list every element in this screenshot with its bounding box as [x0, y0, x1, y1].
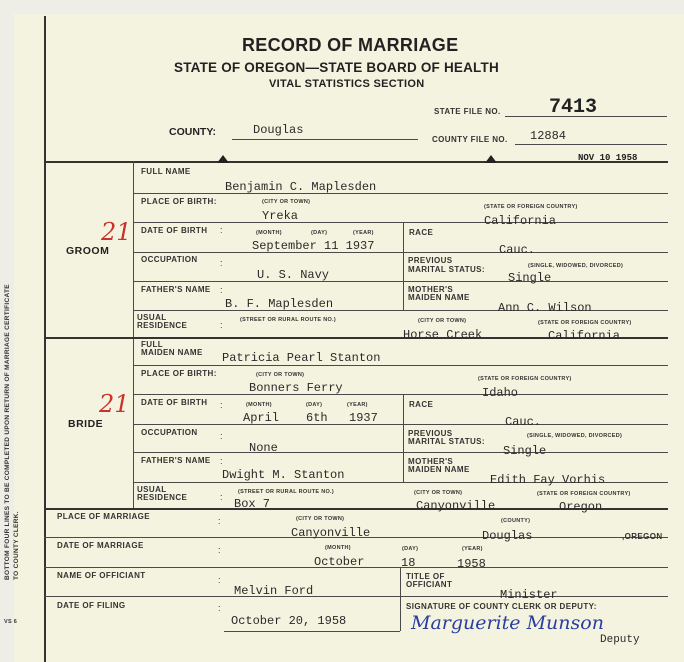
groom-birth-city: Yreka: [262, 209, 299, 223]
bride-maiden-label: MAIDEN NAME: [141, 348, 203, 357]
groom-dob-label: DATE OF BIRTH: [141, 226, 208, 235]
bride-previous-label: PREVIOUS: [408, 429, 453, 438]
bride-street-hint: (STREET OR RURAL ROUTE NO.): [238, 489, 334, 495]
colon: :: [220, 225, 223, 235]
rule: [133, 193, 668, 194]
bride-res-state-hint: (STATE OR FOREIGN COUNTRY): [537, 491, 631, 497]
form-subtitle: STATE OF OREGON—STATE BOARD OF HEALTH: [174, 60, 499, 75]
groom-year-hint: (YEAR): [353, 230, 374, 236]
groom-res-city: Horse Creek: [403, 328, 483, 342]
county-value: Douglas: [253, 123, 304, 137]
rule: [133, 222, 668, 223]
bride-father-label: FATHER'S NAME: [141, 456, 211, 465]
bride-city-hint: (CITY OR TOWN): [256, 372, 305, 378]
rule: [133, 281, 668, 282]
bride-occupation: None: [249, 441, 278, 455]
bride-res-state: Oregon: [559, 500, 603, 514]
form-title: RECORD OF MARRIAGE: [242, 35, 459, 55]
header-marker-right: [485, 155, 497, 163]
signature-label: SIGNATURE OF COUNTY CLERK OR DEPUTY:: [406, 602, 597, 611]
groom-marital-hint: (SINGLE, WIDOWED, DIVORCED): [528, 263, 624, 269]
groom-section-label: GROOM: [66, 245, 110, 257]
officiant-title-label-1: TITLE OF: [406, 572, 445, 581]
colon: :: [220, 320, 223, 330]
bride-day-hint: (DAY): [306, 402, 323, 408]
bride-race-label: RACE: [409, 400, 434, 409]
groom-street-hint: (STREET OR RURAL ROUTE NO.): [240, 317, 336, 323]
groom-res-state: California: [548, 329, 621, 343]
bride-father: Dwight M. Stanton: [222, 468, 345, 482]
groom-marital-label: MARITAL STATUS:: [408, 265, 485, 274]
groom-father-label: FATHER'S NAME: [141, 285, 211, 294]
bride-res-street: Box 7: [234, 497, 271, 511]
groom-race-label: RACE: [409, 228, 434, 237]
groom-res-city-hint: (CITY OR TOWN): [418, 318, 467, 324]
groom-day-hint: (DAY): [311, 230, 328, 236]
margin-note-line1: BOTTOM FOUR LINES TO BE COMPLETED UPON RETURN OF MARRIAGE CERTIFICATE: [4, 284, 11, 580]
margin-note-line2: TO COUNTY CLERK.: [13, 511, 20, 580]
bride-month-hint: (MONTH): [246, 402, 272, 408]
marriage-year: 1958: [457, 557, 486, 571]
place-of-marriage-label: PLACE OF MARRIAGE: [57, 512, 151, 521]
groom-full-name: Benjamin C. Maplesden: [225, 180, 377, 194]
groom-state-hint: (STATE OR FOREIGN COUNTRY): [484, 204, 578, 210]
marriage-state-suffix: ,OREGON: [622, 532, 663, 541]
header-marker-left: [217, 155, 229, 163]
rule: [232, 139, 418, 140]
colon: :: [220, 492, 223, 502]
marriage-month: October: [314, 555, 365, 569]
bride-section-label: BRIDE: [68, 418, 104, 430]
bride-race: Cauc.: [505, 415, 542, 429]
bride-marital-hint: (SINGLE, WIDOWED, DIVORCED): [527, 433, 623, 439]
rule: [224, 631, 400, 632]
marriage-city-hint: (CITY OR TOWN): [296, 516, 345, 522]
bride-age-mark: 21: [99, 390, 130, 418]
bride-res-city: Canyonville: [416, 499, 496, 513]
officiant-label: NAME OF OFFICIANT: [57, 571, 146, 580]
colon: :: [218, 575, 221, 585]
groom-res-state-hint: (STATE OR FOREIGN COUNTRY): [538, 320, 632, 326]
groom-mother-label-2: MAIDEN NAME: [408, 293, 470, 302]
county-file-label: COUNTY FILE NO.: [432, 135, 508, 144]
groom-age-mark: 21: [101, 218, 132, 246]
bride-dob-year: 1937: [349, 411, 378, 425]
form-code: VS 6: [4, 619, 18, 625]
bride-dob-day: 6th: [306, 411, 328, 425]
bride-birthplace-label: PLACE OF BIRTH:: [141, 369, 217, 378]
colon: :: [218, 516, 221, 526]
rule: [133, 252, 668, 253]
bride-occupation-label: OCCUPATION: [141, 428, 198, 437]
groom-mother: Ann C. Wilson: [498, 301, 592, 315]
marriage-county-hint: (COUNTY): [501, 518, 531, 524]
bride-birth-city: Bonners Ferry: [249, 381, 343, 395]
rule: [515, 144, 667, 145]
marriage-day-hint: (DAY): [402, 546, 419, 552]
groom-mother-label-1: MOTHER'S: [408, 285, 454, 294]
bride-state-hint: (STATE OR FOREIGN COUNTRY): [478, 376, 572, 382]
rule: [505, 116, 667, 117]
marriage-year-hint: (YEAR): [462, 546, 483, 552]
colon: :: [220, 285, 223, 295]
colon: :: [220, 400, 223, 410]
bride-marital-label: MARITAL STATUS:: [408, 437, 485, 446]
groom-marital-status: Single: [508, 271, 552, 285]
groom-father: B. F. Maplesden: [225, 297, 334, 311]
bride-dob-month: April: [243, 411, 280, 425]
bride-year-hint: (YEAR): [347, 402, 368, 408]
signer-role: Deputy: [600, 634, 640, 646]
rule: [44, 596, 668, 597]
groom-dob: September 11 1937: [252, 239, 375, 253]
margin-note: [4, 284, 20, 580]
section-label-divider: [133, 161, 134, 508]
groom-residence-label: RESIDENCE: [137, 321, 188, 330]
left-border: [44, 16, 46, 662]
marriage-month-hint: (MONTH): [325, 545, 351, 551]
state-file-label: STATE FILE NO.: [434, 107, 501, 116]
bride-full-name: Patricia Pearl Stanton: [222, 351, 381, 365]
colon: :: [218, 545, 221, 555]
rule: [133, 424, 668, 425]
marriage-day: 18: [401, 556, 416, 570]
groom-occupation: U. S. Navy: [257, 268, 330, 282]
groom-full-name-label: FULL NAME: [141, 167, 191, 176]
rule: [400, 567, 401, 631]
groom-birthplace-label: PLACE OF BIRTH:: [141, 197, 217, 206]
state-file-number: 7413: [549, 96, 598, 119]
colon: :: [220, 258, 223, 268]
filing-date: October 20, 1958: [231, 614, 347, 628]
groom-previous-label: PREVIOUS: [408, 256, 453, 265]
rule: [133, 452, 668, 453]
form-section: VITAL STATISTICS SECTION: [269, 78, 425, 90]
date-of-marriage-label: DATE OF MARRIAGE: [57, 541, 144, 550]
colon: :: [218, 603, 221, 613]
officiant-title-label-2: OFFICIANT: [406, 580, 453, 589]
bride-mother-label-2: MAIDEN NAME: [408, 465, 470, 474]
bride-mother: Edith Fay Vorhis: [490, 473, 606, 487]
rule: [403, 222, 404, 310]
bride-residence-label: RESIDENCE: [137, 493, 188, 502]
groom-usual-label: USUAL: [137, 313, 167, 322]
groom-city-hint: (CITY OR TOWN): [262, 199, 311, 205]
colon: :: [220, 431, 223, 441]
county-file-number: 12884: [530, 129, 567, 143]
marriage-county: Douglas: [482, 529, 533, 543]
bride-full-label: FULL: [141, 340, 164, 349]
county-label: COUNTY:: [169, 126, 217, 138]
rule: [133, 394, 668, 395]
bride-birth-state: Idaho: [482, 386, 519, 400]
marriage-city: Canyonville: [291, 526, 371, 540]
rule: [403, 394, 404, 482]
header-divider: [44, 161, 668, 163]
groom-occupation-label: OCCUPATION: [141, 255, 198, 264]
bride-usual-label: USUAL: [137, 485, 167, 494]
officiant-name: Melvin Ford: [234, 584, 314, 598]
bride-dob-label: DATE OF BIRTH: [141, 398, 208, 407]
bride-mother-label-1: MOTHER'S: [408, 457, 454, 466]
rule: [133, 365, 668, 366]
officiant-title: Minister: [500, 588, 558, 602]
colon: :: [220, 456, 223, 466]
groom-race: Cauc.: [499, 243, 536, 257]
groom-birth-state: California: [484, 214, 557, 228]
clerk-signature: Marguerite Munson: [411, 612, 604, 634]
bride-marital-status: Single: [503, 444, 547, 458]
bride-res-city-hint: (CITY OR TOWN): [414, 490, 463, 496]
filing-date-label: DATE OF FILING: [57, 601, 126, 610]
received-date-stamp: NOV 10 1958: [578, 153, 638, 163]
groom-month-hint: (MONTH): [256, 230, 282, 236]
